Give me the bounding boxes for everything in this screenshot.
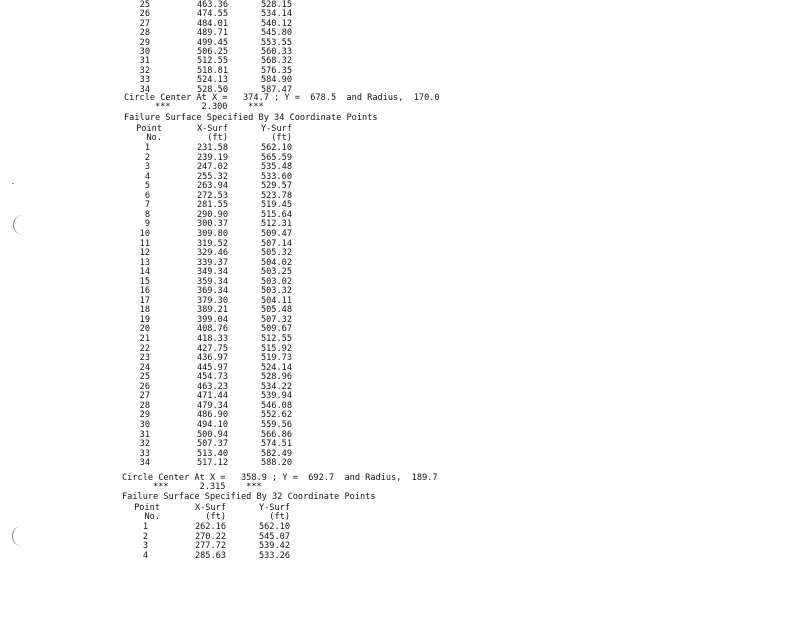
point-number: 15 xyxy=(139,276,150,287)
safety-factor-line-2: *** 2.315 *** xyxy=(122,482,262,492)
y-surf-value: 565.59 xyxy=(260,152,292,163)
y-surf-value: 587.47 xyxy=(260,84,292,95)
y-surf-value: 503.02 xyxy=(260,276,292,287)
x-surf-value: 339.37 xyxy=(196,257,228,268)
y-surf-value: 503.25 xyxy=(260,267,292,278)
table-row xyxy=(0,296,400,305)
y-surf-value: 562.10 xyxy=(258,522,290,532)
point-number: 26 xyxy=(139,9,150,20)
y-surf-value: 546.08 xyxy=(260,400,292,411)
x-surf-header: X-Surf xyxy=(196,124,228,134)
point-number: 17 xyxy=(139,295,150,306)
y-surf-value: 574.51 xyxy=(260,439,292,450)
table-row xyxy=(0,191,400,200)
table-row xyxy=(0,439,400,448)
x-surf-value: 513.40 xyxy=(196,448,228,459)
point-number: 26 xyxy=(139,381,150,392)
point-number: 28 xyxy=(139,400,150,411)
point-number: 16 xyxy=(139,286,150,297)
point-number: 25 xyxy=(139,0,150,10)
x-surf-value: 231.58 xyxy=(196,143,228,153)
x-surf-value: 528.50 xyxy=(196,84,228,95)
y-surf-value: 545.07 xyxy=(258,531,290,542)
x-surf-value: 247.02 xyxy=(196,162,228,173)
y-surf-value: 509.47 xyxy=(260,228,292,239)
x-surf-value: 512.55 xyxy=(196,56,228,67)
point-number: 2 xyxy=(144,152,150,163)
y-surf-value: 533.26 xyxy=(258,550,290,561)
x-surf-value: 290.90 xyxy=(196,209,228,220)
circle-center-line-2: Circle Center At X = 358.9 ; Y = 692.7 and Radius, 189.7 xyxy=(122,473,438,483)
y-surf-value: 529.57 xyxy=(260,181,292,192)
y-surf-value: 562.10 xyxy=(260,143,292,153)
x-surf-value: 277.72 xyxy=(194,541,226,551)
table-row xyxy=(0,210,400,219)
y-surf-value: 560.33 xyxy=(260,47,292,57)
table-row xyxy=(0,239,400,248)
table-row xyxy=(0,353,400,362)
y-surf-value: 566.86 xyxy=(260,429,292,440)
y-surf-value: 515.92 xyxy=(260,343,292,354)
table-row xyxy=(0,286,400,295)
table-row xyxy=(0,391,400,400)
y-surf-value: 559.56 xyxy=(260,419,292,430)
table-row xyxy=(0,382,400,391)
y-surf-value: 553.55 xyxy=(260,37,292,48)
scan-speck xyxy=(12,183,14,184)
table-row xyxy=(0,267,400,276)
x-surf-value: 255.32 xyxy=(196,171,228,182)
point-number: 5 xyxy=(144,181,150,192)
y-surf-value: 540.12 xyxy=(260,18,292,29)
point-number: 1 xyxy=(144,143,150,153)
x-surf-value: 486.90 xyxy=(196,410,228,421)
y-surf-value: 507.14 xyxy=(260,238,292,249)
x-surf-value: 436.97 xyxy=(196,353,228,364)
point-number: 14 xyxy=(139,267,150,278)
y-surf-value: 505.32 xyxy=(260,248,292,259)
x-surf-value: 379.30 xyxy=(196,295,228,306)
y-surf-value: 528.96 xyxy=(260,372,292,383)
point-number: 29 xyxy=(139,37,150,48)
table-row xyxy=(0,19,400,28)
table-row xyxy=(0,143,400,152)
point-number: 4 xyxy=(144,171,150,182)
table-row xyxy=(0,38,400,47)
table-row xyxy=(0,458,400,467)
table-row xyxy=(0,9,400,18)
x-surf-value: 506.25 xyxy=(196,47,228,57)
x-surf-value: 499.45 xyxy=(196,37,228,48)
table-row xyxy=(0,430,400,439)
table-row xyxy=(0,56,400,65)
point-number: 19 xyxy=(139,314,150,325)
scan-mark xyxy=(13,215,28,235)
y-surf-value: 576.35 xyxy=(260,65,292,76)
y-surf-header: (ft) xyxy=(271,133,292,143)
y-surf-value: 539.42 xyxy=(258,541,290,551)
point-header: Point xyxy=(136,124,162,134)
x-surf-value: 463.36 xyxy=(196,0,228,10)
table-row xyxy=(0,551,400,560)
x-surf-value: 517.12 xyxy=(196,458,228,469)
x-surf-value: 262.16 xyxy=(194,522,226,532)
table-row xyxy=(0,420,400,429)
circle-center-line: Circle Center At X = 374.7 ; Y = 678.5 and Radius, 170.0 xyxy=(124,93,440,103)
x-surf-value: 494.10 xyxy=(196,419,228,430)
point-number: 4 xyxy=(142,550,148,561)
table-row xyxy=(0,28,400,37)
point-number: 31 xyxy=(139,56,150,67)
scan-mark-2 xyxy=(12,526,27,546)
y-surf-value: 519.45 xyxy=(260,200,292,211)
x-surf-value: 300.37 xyxy=(196,219,228,230)
point-number: 29 xyxy=(139,410,150,421)
x-surf-value: 349.34 xyxy=(196,267,228,278)
y-surf-header: Y-Surf xyxy=(258,503,290,513)
x-surf-header: (ft) xyxy=(207,133,228,143)
x-surf-value: 500.94 xyxy=(196,429,228,440)
x-surf-value: 239.19 xyxy=(196,152,228,163)
x-surf-value: 479.34 xyxy=(196,400,228,411)
y-surf-value: 568.32 xyxy=(260,56,292,67)
point-number: 9 xyxy=(144,219,150,230)
table-row xyxy=(0,219,400,228)
y-surf-value: 504.02 xyxy=(260,257,292,268)
x-surf-value: 445.97 xyxy=(196,362,228,373)
point-number: 27 xyxy=(139,391,150,402)
x-surf-header: (ft) xyxy=(205,512,226,522)
x-surf-value: 272.53 xyxy=(196,190,228,201)
point-number: 23 xyxy=(139,353,150,364)
y-surf-value: 503.32 xyxy=(260,286,292,297)
point-number: 30 xyxy=(139,419,150,430)
point-number: 32 xyxy=(139,65,150,76)
table-row xyxy=(0,449,400,458)
point-number: 10 xyxy=(139,228,150,239)
table-row xyxy=(0,372,400,381)
y-surf-value: 533.60 xyxy=(260,171,292,182)
point-number: 1 xyxy=(142,522,148,532)
table-row xyxy=(0,66,400,75)
x-surf-value: 454.73 xyxy=(196,372,228,383)
point-number: 28 xyxy=(139,28,150,39)
table-row xyxy=(0,200,400,209)
point-number: 27 xyxy=(139,18,150,29)
y-surf-value: 524.14 xyxy=(260,362,292,373)
x-surf-value: 474.55 xyxy=(196,9,228,20)
table-row xyxy=(0,47,400,56)
table-row xyxy=(0,305,400,314)
table-row xyxy=(0,324,400,333)
point-number: 32 xyxy=(139,439,150,450)
point-number: 12 xyxy=(139,248,150,259)
point-number: 21 xyxy=(139,334,150,344)
table-row xyxy=(0,75,400,84)
point-header: No. xyxy=(144,512,160,522)
point-number: 25 xyxy=(139,372,150,383)
table-row xyxy=(0,0,400,9)
y-surf-value: 588.20 xyxy=(260,458,292,469)
point-number: 6 xyxy=(144,190,150,201)
x-surf-value: 489.71 xyxy=(196,28,228,39)
y-surf-value: 505.48 xyxy=(260,305,292,316)
y-surf-value: 539.94 xyxy=(260,391,292,402)
header-row xyxy=(0,503,400,512)
x-surf-value: 399.04 xyxy=(196,314,228,325)
y-surf-value: 507.32 xyxy=(260,314,292,325)
table-row xyxy=(0,344,400,353)
point-header: No. xyxy=(146,133,162,143)
table-row xyxy=(0,541,400,550)
point-number: 34 xyxy=(139,84,150,95)
point-number: 8 xyxy=(144,209,150,220)
y-surf-value: 523.78 xyxy=(260,190,292,201)
y-surf-value: 504.11 xyxy=(260,295,292,306)
y-surf-value: 582.49 xyxy=(260,448,292,459)
point-number: 7 xyxy=(144,200,150,211)
failure-surface-title: Failure Surface Specified By 34 Coordinate Points xyxy=(124,113,378,123)
x-surf-value: 270.22 xyxy=(194,531,226,542)
point-header: Point xyxy=(134,503,160,513)
x-surf-value: 389.21 xyxy=(196,305,228,316)
table-row xyxy=(0,363,400,372)
table-row xyxy=(0,315,400,324)
y-surf-value: 509.67 xyxy=(260,324,292,335)
point-number: 22 xyxy=(139,343,150,354)
x-surf-value: 329.46 xyxy=(196,248,228,259)
y-surf-value: 512.55 xyxy=(260,334,292,344)
x-surf-value: 263.94 xyxy=(196,181,228,192)
failure-surface-title-2: Failure Surface Specified By 32 Coordinate Points xyxy=(122,492,376,502)
x-surf-value: 471.44 xyxy=(196,391,228,402)
header-row xyxy=(0,124,400,133)
point-number: 24 xyxy=(139,362,150,373)
point-number: 34 xyxy=(139,458,150,469)
x-surf-value: 319.52 xyxy=(196,238,228,249)
table-row xyxy=(0,181,400,190)
header-row xyxy=(0,512,400,521)
point-number: 13 xyxy=(139,257,150,268)
y-surf-value: 535.48 xyxy=(260,162,292,173)
table-row xyxy=(0,172,400,181)
x-surf-header: X-Surf xyxy=(194,503,226,513)
x-surf-value: 484.01 xyxy=(196,18,228,29)
point-number: 33 xyxy=(139,448,150,459)
table-row xyxy=(0,248,400,257)
x-surf-value: 507.37 xyxy=(196,439,228,450)
point-number: 31 xyxy=(139,429,150,440)
point-number: 20 xyxy=(139,324,150,335)
x-surf-value: 418.33 xyxy=(196,334,228,344)
y-surf-value: 545.80 xyxy=(260,28,292,39)
table-row xyxy=(0,334,400,343)
table-row xyxy=(0,532,400,541)
x-surf-value: 359.34 xyxy=(196,276,228,287)
point-number: 18 xyxy=(139,305,150,316)
table-row xyxy=(0,277,400,286)
x-surf-value: 369.34 xyxy=(196,286,228,297)
y-surf-value: 584.90 xyxy=(260,75,292,86)
y-surf-value: 515.64 xyxy=(260,209,292,220)
x-surf-value: 281.55 xyxy=(196,200,228,211)
x-surf-value: 309.80 xyxy=(196,228,228,239)
point-number: 2 xyxy=(142,531,148,542)
x-surf-value: 524.13 xyxy=(196,75,228,86)
header-row xyxy=(0,133,400,142)
y-surf-header: (ft) xyxy=(269,512,290,522)
point-number: 3 xyxy=(142,541,148,551)
y-surf-value: 534.14 xyxy=(260,9,292,20)
table-row xyxy=(0,258,400,267)
point-number: 11 xyxy=(139,238,150,249)
table-row xyxy=(0,162,400,171)
x-surf-value: 463.23 xyxy=(196,381,228,392)
point-number: 30 xyxy=(139,47,150,57)
table-row xyxy=(0,229,400,238)
x-surf-value: 408.76 xyxy=(196,324,228,335)
safety-factor-line: *** 2.300 *** xyxy=(124,102,264,112)
x-surf-value: 427.75 xyxy=(196,343,228,354)
x-surf-value: 518.81 xyxy=(196,65,228,76)
y-surf-value: 519.73 xyxy=(260,353,292,364)
point-number: 33 xyxy=(139,75,150,86)
table-row xyxy=(0,522,400,531)
y-surf-value: 552.62 xyxy=(260,410,292,421)
y-surf-header: Y-Surf xyxy=(260,124,292,134)
table-row xyxy=(0,153,400,162)
y-surf-value: 534.22 xyxy=(260,381,292,392)
table-row xyxy=(0,410,400,419)
point-number: 3 xyxy=(144,162,150,173)
table-row xyxy=(0,401,400,410)
x-surf-value: 285.63 xyxy=(194,550,226,561)
y-surf-value: 512.31 xyxy=(260,219,292,230)
y-surf-value: 528.15 xyxy=(260,0,292,10)
